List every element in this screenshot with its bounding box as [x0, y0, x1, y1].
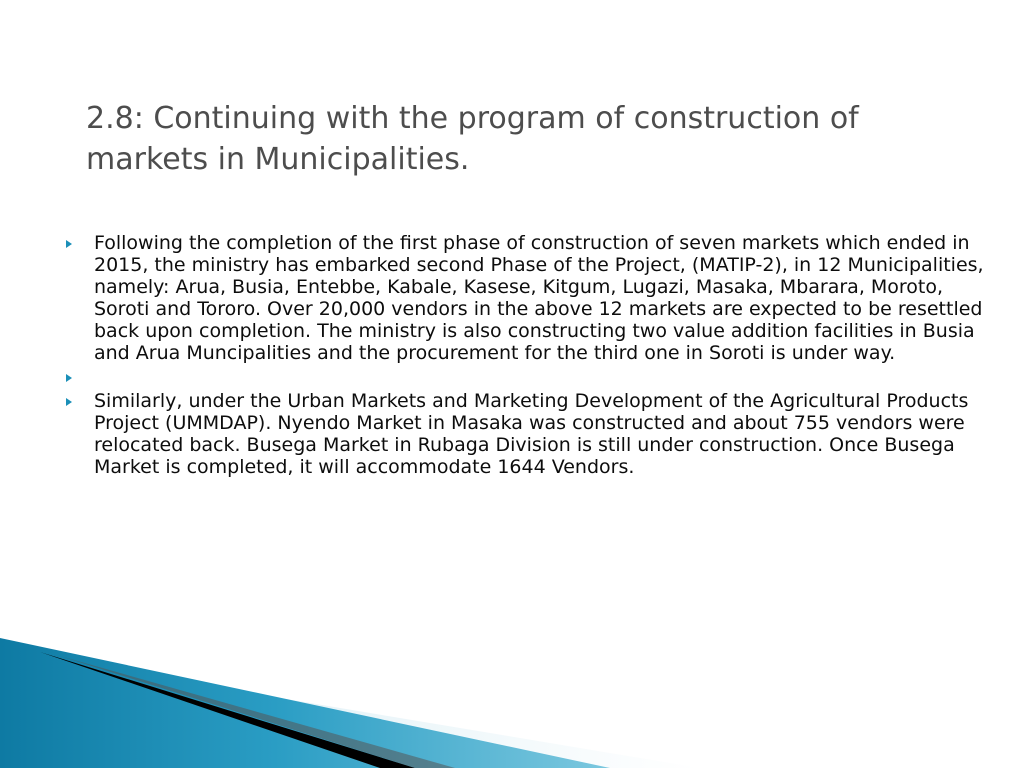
bullet-item — [66, 366, 994, 388]
slide-title: 2.8: Continuing with the program of construction of markets in Municipalities. — [86, 101, 859, 177]
bullet-arrow-icon — [66, 398, 72, 406]
bullet-item — [66, 390, 994, 478]
decor-teal-wedge — [0, 638, 610, 768]
bullet-arrow-icon — [66, 240, 72, 248]
decor-pale-band — [100, 668, 700, 768]
decor-gray-stripe — [60, 656, 455, 768]
bullet-list — [66, 232, 994, 478]
corner-decoration — [0, 638, 1024, 768]
bullet-text: Similarly, under the Urban Markets and Marketing Development of the Agricultural Products Project (UMMDAP). Nyendo Market in Masaka was constructed and about 755 vendors were relocated back. Busega Market in Rubaga Division is still under construction. Once Busega Market is completed, it will accommodate 1644 Vendors. — [94, 390, 969, 478]
bullet-arrow-icon — [66, 374, 72, 382]
bullet-text: Following the completion of the first phase of construction of seven markets which ended in 2015, the ministry has embarked second Phase of the Project, (MATIP-2), in 12 Municipalities, namely: Arua, Busia, Entebbe, Kabale, Kasese, Kitgum, Lugazi, Masaka, Mbarara, Moroto, Soroti and Tororo. Over 20,000 vendors in the above 12 markets are expected to be resettled back upon completion. The ministry is also constructing two value addition facilities in Busia and Arua Muncipalities and the procurement for the third one in Soroti is under way. — [94, 232, 984, 364]
bullet-item — [66, 232, 994, 364]
decor-black-stripe — [40, 652, 415, 768]
